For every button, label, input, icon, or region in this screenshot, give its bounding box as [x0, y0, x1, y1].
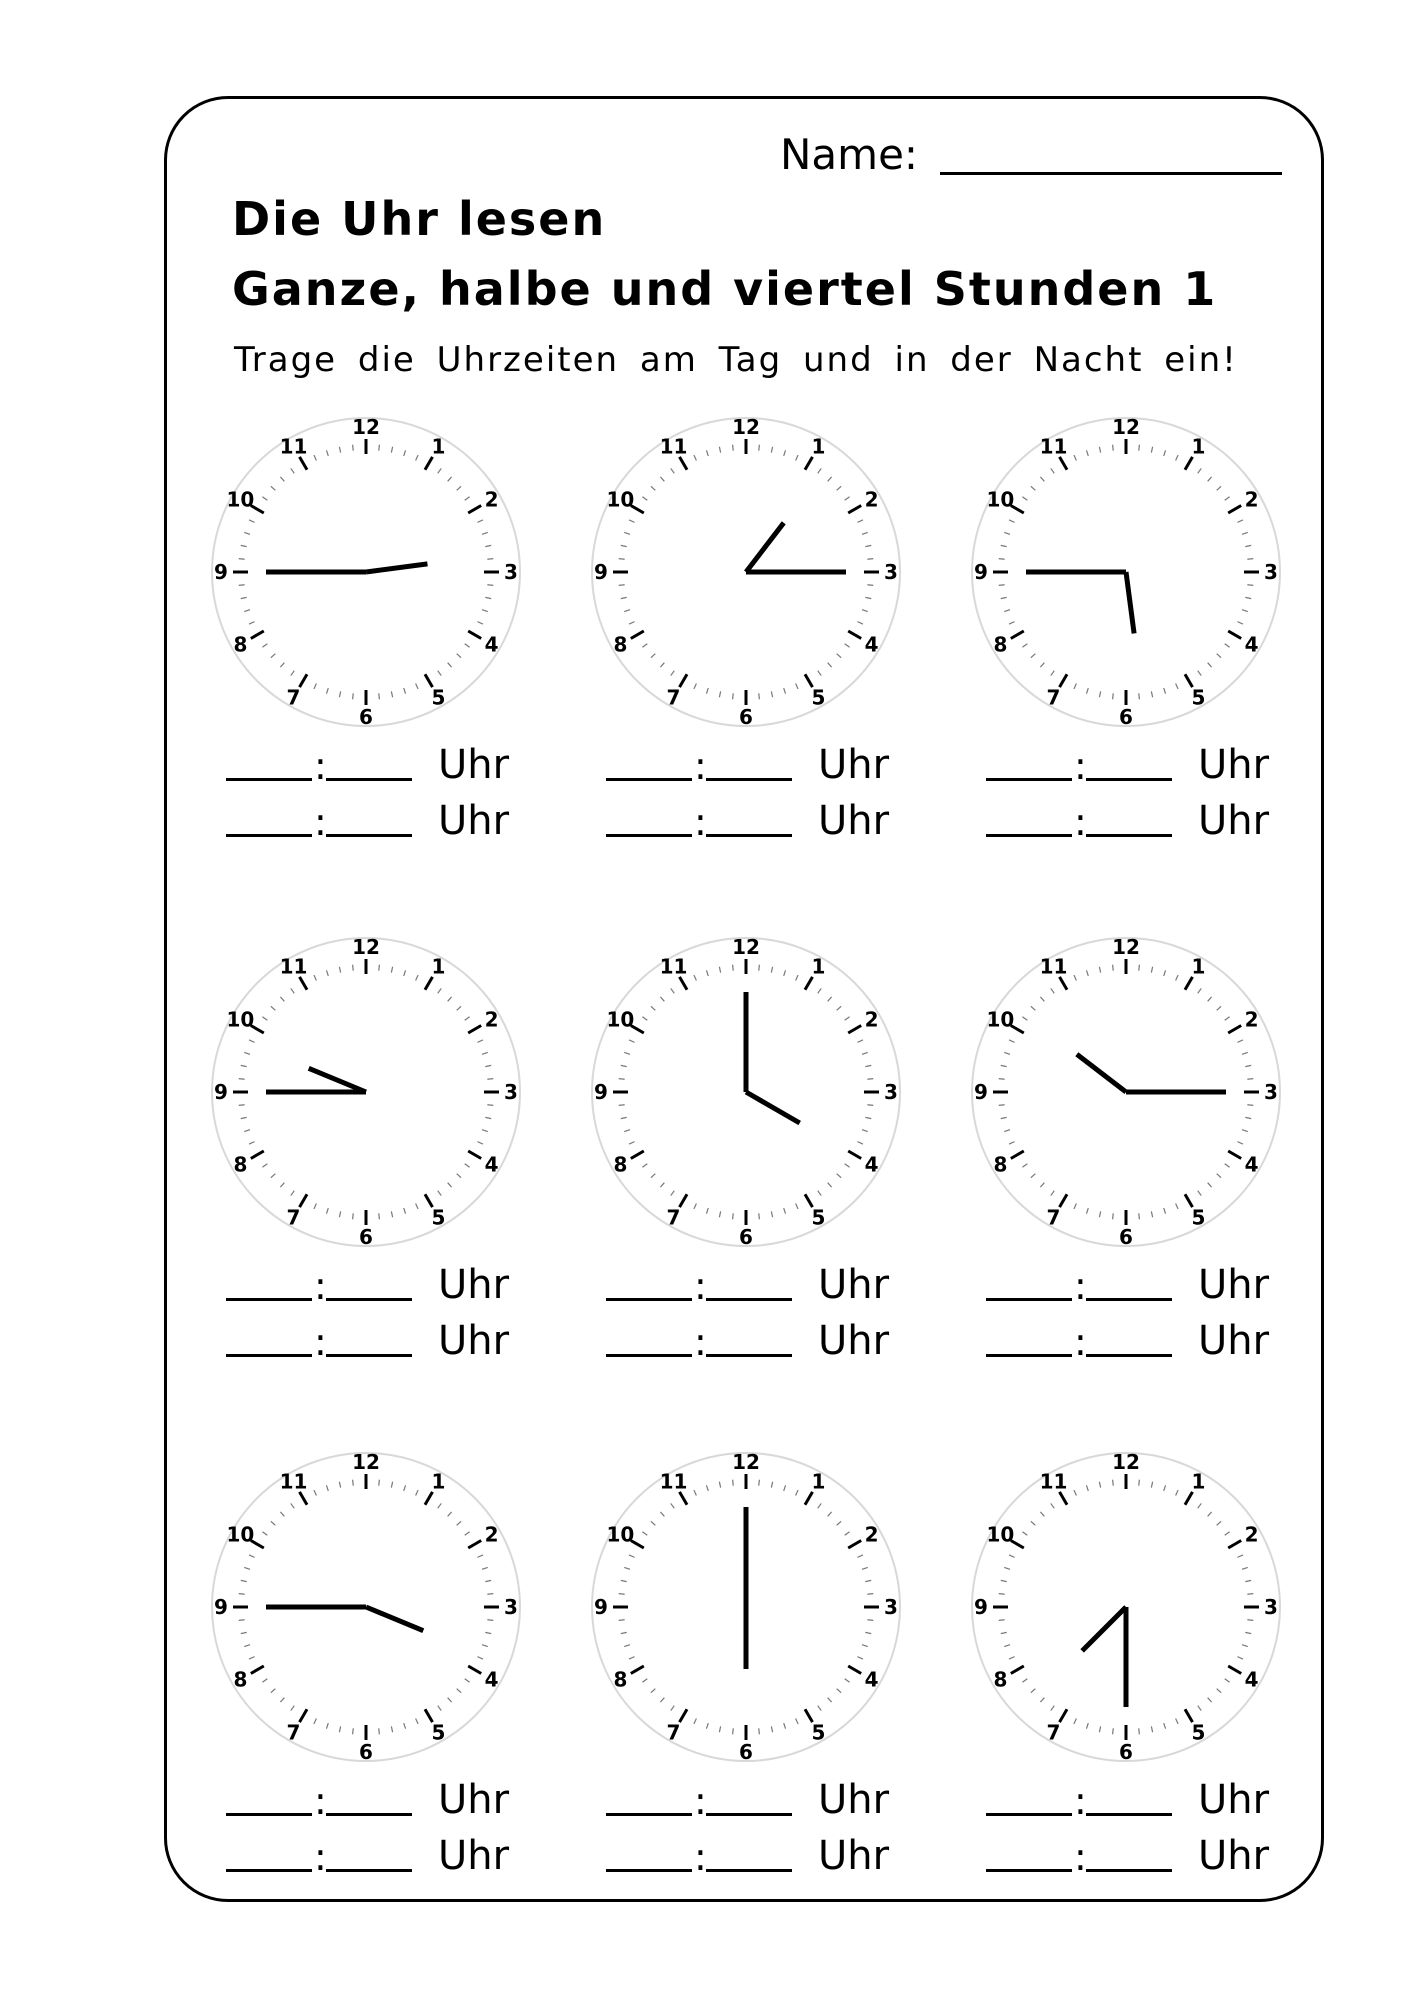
time-colon: : — [694, 1320, 707, 1364]
minute-tick — [239, 585, 245, 586]
minute-tick — [487, 559, 493, 560]
minute-blank[interactable] — [326, 834, 412, 837]
dial-number: 7 — [286, 1205, 301, 1230]
minute-tick — [1139, 445, 1140, 451]
time-colon: : — [314, 1835, 327, 1879]
minute-tick — [759, 965, 760, 971]
time-colon: : — [314, 1264, 327, 1308]
dial-number: 9 — [594, 1595, 608, 1619]
minute-tick — [867, 559, 873, 560]
time-colon: : — [694, 1264, 707, 1308]
time-answer-field — [986, 1833, 1286, 1883]
dial-number: 2 — [1244, 487, 1259, 512]
minute-tick — [487, 1594, 493, 1595]
dial-number: 11 — [1039, 1469, 1068, 1494]
time-answer-field — [986, 742, 1286, 792]
dial-number: 8 — [993, 632, 1008, 657]
dial-number: 9 — [594, 1080, 608, 1104]
minute-blank[interactable] — [1086, 834, 1172, 837]
time-colon: : — [314, 1320, 327, 1364]
minute-blank[interactable] — [706, 778, 792, 781]
hour-blank[interactable] — [986, 1869, 1072, 1872]
hour-blank[interactable] — [606, 834, 692, 837]
dial-number: 10 — [606, 1007, 635, 1032]
dial-number: 11 — [279, 434, 308, 459]
dial-number: 12 — [1112, 935, 1140, 959]
time-colon: : — [1074, 1264, 1087, 1308]
uhr-label: Uhr — [1198, 1262, 1270, 1308]
dial-number: 5 — [1191, 685, 1206, 710]
minute-tick — [1247, 1620, 1253, 1621]
hour-blank[interactable] — [226, 1869, 312, 1872]
time-answer-field — [226, 1318, 526, 1368]
uhr-label: Uhr — [1198, 742, 1270, 788]
dial-number: 1 — [1191, 434, 1206, 459]
minute-tick — [999, 1079, 1005, 1080]
dial-number: 4 — [864, 1152, 879, 1177]
minute-tick — [1139, 693, 1140, 699]
hour-blank[interactable] — [606, 1354, 692, 1357]
minute-tick — [379, 1480, 380, 1486]
minute-tick — [353, 1480, 354, 1486]
time-answer-field — [986, 1777, 1286, 1827]
dial-number: 3 — [884, 1080, 898, 1104]
dial-number: 7 — [286, 685, 301, 710]
minute-tick — [733, 1728, 734, 1734]
dial-number: 10 — [226, 1522, 255, 1547]
minute-tick — [487, 1620, 493, 1621]
dial-number: 8 — [993, 1667, 1008, 1692]
minute-tick — [1139, 1728, 1140, 1734]
minute-tick — [379, 445, 380, 451]
dial-number: 8 — [233, 632, 248, 657]
hour-blank[interactable] — [986, 778, 1072, 781]
uhr-label: Uhr — [818, 1318, 890, 1364]
dial-number: 3 — [1264, 560, 1278, 584]
minute-tick — [733, 1480, 734, 1486]
time-colon: : — [694, 1835, 707, 1879]
dial-number: 8 — [233, 1152, 248, 1177]
time-answer-field — [986, 1318, 1286, 1368]
dial-number: 6 — [739, 705, 753, 729]
dial-number: 12 — [352, 415, 380, 439]
dial-number: 1 — [811, 1469, 826, 1494]
minute-tick — [999, 1594, 1005, 1595]
minute-tick — [733, 445, 734, 451]
minute-tick — [759, 1480, 760, 1486]
minute-tick — [999, 559, 1005, 560]
dial-number: 4 — [1244, 1667, 1259, 1692]
minute-blank[interactable] — [326, 1354, 412, 1357]
minute-tick — [867, 1620, 873, 1621]
clock-exercise — [586, 412, 926, 844]
dial-number: 6 — [359, 705, 373, 729]
hour-blank[interactable] — [606, 1869, 692, 1872]
minute-tick — [1247, 1105, 1253, 1106]
dial-number: 9 — [594, 560, 608, 584]
dial-number: 5 — [811, 1720, 826, 1745]
clock-face — [206, 1447, 526, 1767]
minute-blank[interactable] — [326, 778, 412, 781]
minute-tick — [353, 445, 354, 451]
hour-blank[interactable] — [606, 1813, 692, 1816]
minute-blank[interactable] — [706, 1869, 792, 1872]
dial-number: 4 — [1244, 1152, 1259, 1177]
instruction-text: Trage die Uhrzeiten am Tag und in der Nacht ein! — [234, 340, 1238, 380]
minute-tick — [619, 1594, 625, 1595]
dial-number: 1 — [431, 954, 446, 979]
minute-blank[interactable] — [706, 1813, 792, 1816]
dial-number: 6 — [739, 1225, 753, 1249]
time-answer-field — [986, 798, 1286, 848]
minute-tick — [999, 585, 1005, 586]
dial-number: 3 — [884, 1595, 898, 1619]
dial-number: 6 — [359, 1740, 373, 1764]
hour-blank[interactable] — [606, 1298, 692, 1301]
dial-number: 1 — [1191, 1469, 1206, 1494]
dial-number: 7 — [666, 1720, 681, 1745]
minute-tick — [619, 1079, 625, 1080]
dial-number: 9 — [974, 1595, 988, 1619]
dial-number: 7 — [666, 685, 681, 710]
time-answer-field — [226, 1777, 526, 1827]
uhr-label: Uhr — [818, 1262, 890, 1308]
dial-number: 8 — [233, 1667, 248, 1692]
uhr-label: Uhr — [438, 798, 510, 844]
clock-exercise — [206, 932, 546, 1364]
minute-tick — [487, 1079, 493, 1080]
minute-tick — [1113, 445, 1114, 451]
time-colon: : — [1074, 1779, 1087, 1823]
dial-number: 5 — [431, 1720, 446, 1745]
dial-number: 6 — [1119, 1225, 1133, 1249]
clock-exercise — [586, 932, 926, 1364]
minute-blank[interactable] — [706, 834, 792, 837]
minute-tick — [1113, 1213, 1114, 1219]
minute-tick — [867, 1105, 873, 1106]
dial-number: 2 — [484, 487, 499, 512]
dial-number: 7 — [1046, 1205, 1061, 1230]
minute-tick — [999, 1105, 1005, 1106]
minute-tick — [1113, 1728, 1114, 1734]
minute-tick — [759, 1728, 760, 1734]
uhr-label: Uhr — [438, 1262, 510, 1308]
dial-number: 4 — [864, 1667, 879, 1692]
minute-blank[interactable] — [1086, 1354, 1172, 1357]
minute-tick — [379, 693, 380, 699]
minute-tick — [733, 965, 734, 971]
uhr-label: Uhr — [818, 798, 890, 844]
minute-tick — [353, 965, 354, 971]
dial-number: 3 — [1264, 1595, 1278, 1619]
dial-number: 11 — [279, 954, 308, 979]
time-colon: : — [314, 744, 327, 788]
dial-number: 2 — [484, 1007, 499, 1032]
hour-blank[interactable] — [226, 778, 312, 781]
minute-blank[interactable] — [326, 1869, 412, 1872]
dial-number: 12 — [732, 415, 760, 439]
dial-number: 5 — [811, 1205, 826, 1230]
dial-number: 12 — [1112, 1450, 1140, 1474]
minute-tick — [619, 585, 625, 586]
time-colon: : — [314, 1779, 327, 1823]
minute-tick — [867, 1079, 873, 1080]
dial-number: 2 — [1244, 1007, 1259, 1032]
dial-number: 10 — [226, 487, 255, 512]
minute-tick — [487, 585, 493, 586]
dial-number: 6 — [739, 1740, 753, 1764]
minute-tick — [1247, 585, 1253, 586]
clock-exercise — [966, 1447, 1306, 1879]
dial-number: 10 — [606, 487, 635, 512]
dial-number: 4 — [484, 1152, 499, 1177]
dial-number: 7 — [1046, 1720, 1061, 1745]
hour-blank[interactable] — [986, 1354, 1072, 1357]
dial-number: 5 — [1191, 1720, 1206, 1745]
dial-number: 12 — [352, 1450, 380, 1474]
minute-tick — [733, 1213, 734, 1219]
dial-number: 5 — [811, 685, 826, 710]
time-answer-field — [986, 1262, 1286, 1312]
clock-face — [966, 412, 1286, 732]
minute-blank[interactable] — [706, 1298, 792, 1301]
minute-tick — [619, 1620, 625, 1621]
clock-face — [206, 932, 526, 1252]
hour-blank[interactable] — [226, 1298, 312, 1301]
uhr-label: Uhr — [818, 742, 890, 788]
dial-number: 12 — [352, 935, 380, 959]
minute-tick — [239, 559, 245, 560]
uhr-label: Uhr — [1198, 1777, 1270, 1823]
clock-face — [966, 1447, 1286, 1767]
minute-tick — [759, 445, 760, 451]
minute-tick — [1139, 1213, 1140, 1219]
clock-face — [586, 932, 906, 1252]
hour-blank[interactable] — [606, 778, 692, 781]
dial-number: 5 — [431, 685, 446, 710]
uhr-label: Uhr — [438, 1318, 510, 1364]
dial-number: 10 — [986, 1522, 1015, 1547]
uhr-label: Uhr — [818, 1833, 890, 1879]
minute-blank[interactable] — [326, 1813, 412, 1816]
dial-number: 4 — [864, 632, 879, 657]
dial-number: 3 — [504, 560, 518, 584]
hour-blank[interactable] — [226, 834, 312, 837]
minute-tick — [1247, 559, 1253, 560]
minute-tick — [239, 1079, 245, 1080]
clock-exercise — [966, 412, 1306, 844]
dial-number: 2 — [864, 1522, 879, 1547]
time-answer-field — [226, 742, 526, 792]
minute-tick — [999, 1620, 1005, 1621]
minute-blank[interactable] — [1086, 778, 1172, 781]
dial-number: 11 — [1039, 434, 1068, 459]
time-answer-field — [606, 1262, 906, 1312]
dial-number: 10 — [606, 1522, 635, 1547]
dial-number: 11 — [659, 1469, 688, 1494]
minute-tick — [733, 693, 734, 699]
uhr-label: Uhr — [1198, 1318, 1270, 1364]
clock-exercise — [206, 412, 546, 844]
worksheet-subtitle: Ganze, halbe und viertel Stunden 1 — [232, 262, 1218, 316]
time-colon: : — [1074, 1320, 1087, 1364]
hour-blank[interactable] — [226, 1354, 312, 1357]
dial-number: 5 — [1191, 1205, 1206, 1230]
minute-tick — [619, 1105, 625, 1106]
dial-number: 1 — [1191, 954, 1206, 979]
dial-number: 7 — [286, 1720, 301, 1745]
dial-number: 4 — [484, 632, 499, 657]
time-colon: : — [694, 744, 707, 788]
worksheet-title: Die Uhr lesen — [232, 192, 607, 246]
minute-tick — [1247, 1079, 1253, 1080]
uhr-label: Uhr — [438, 1833, 510, 1879]
minute-tick — [379, 965, 380, 971]
time-answer-field — [226, 1262, 526, 1312]
clock-face — [586, 1447, 906, 1767]
dial-number: 4 — [484, 1667, 499, 1692]
hour-blank[interactable] — [986, 1298, 1072, 1301]
minute-tick — [487, 1105, 493, 1106]
minute-tick — [239, 1105, 245, 1106]
time-answer-field — [606, 1318, 906, 1368]
minute-blank[interactable] — [326, 1298, 412, 1301]
dial-number: 3 — [884, 560, 898, 584]
time-answer-field — [606, 798, 906, 848]
dial-number: 2 — [864, 1007, 879, 1032]
time-answer-field — [226, 1833, 526, 1883]
minute-tick — [867, 585, 873, 586]
time-colon: : — [1074, 1835, 1087, 1879]
minute-tick — [353, 1213, 354, 1219]
dial-number: 8 — [613, 1152, 628, 1177]
dial-number: 6 — [1119, 705, 1133, 729]
dial-number: 1 — [431, 1469, 446, 1494]
minute-tick — [379, 1213, 380, 1219]
dial-number: 2 — [864, 487, 879, 512]
hour-blank[interactable] — [226, 1813, 312, 1816]
dial-number: 8 — [993, 1152, 1008, 1177]
minute-tick — [759, 1213, 760, 1219]
uhr-label: Uhr — [818, 1777, 890, 1823]
dial-number: 1 — [811, 434, 826, 459]
uhr-label: Uhr — [438, 742, 510, 788]
dial-number: 8 — [613, 632, 628, 657]
dial-number: 2 — [1244, 1522, 1259, 1547]
dial-number: 9 — [214, 1080, 228, 1104]
dial-number: 6 — [359, 1225, 373, 1249]
minute-blank[interactable] — [1086, 1869, 1172, 1872]
dial-number: 6 — [1119, 1740, 1133, 1764]
dial-number: 3 — [1264, 1080, 1278, 1104]
dial-number: 12 — [732, 935, 760, 959]
clock-exercise — [966, 932, 1306, 1364]
minute-tick — [1139, 965, 1140, 971]
minute-tick — [239, 1594, 245, 1595]
dial-number: 9 — [974, 560, 988, 584]
time-colon: : — [314, 800, 327, 844]
minute-tick — [239, 1620, 245, 1621]
dial-number: 11 — [659, 954, 688, 979]
time-answer-field — [606, 742, 906, 792]
dial-number: 8 — [613, 1667, 628, 1692]
minute-tick — [867, 1594, 873, 1595]
minute-tick — [759, 693, 760, 699]
dial-number: 3 — [504, 1080, 518, 1104]
dial-number: 2 — [484, 1522, 499, 1547]
time-colon: : — [1074, 800, 1087, 844]
minute-tick — [353, 1728, 354, 1734]
dial-number: 5 — [431, 1205, 446, 1230]
dial-number: 12 — [1112, 415, 1140, 439]
clock-face — [586, 412, 906, 732]
minute-blank[interactable] — [706, 1354, 792, 1357]
minute-tick — [1247, 1594, 1253, 1595]
clock-face — [206, 412, 526, 732]
clock-face — [966, 932, 1286, 1252]
dial-number: 1 — [811, 954, 826, 979]
dial-number: 4 — [1244, 632, 1259, 657]
dial-number: 11 — [659, 434, 688, 459]
hour-blank[interactable] — [986, 1813, 1072, 1816]
minute-tick — [353, 693, 354, 699]
minute-tick — [1139, 1480, 1140, 1486]
clock-exercise — [586, 1447, 926, 1879]
minute-tick — [1113, 965, 1114, 971]
minute-tick — [619, 559, 625, 560]
dial-number: 7 — [666, 1205, 681, 1230]
uhr-label: Uhr — [438, 1777, 510, 1823]
minute-blank[interactable] — [1086, 1298, 1172, 1301]
name-field — [780, 130, 1290, 180]
name-write-line[interactable] — [940, 172, 1282, 175]
uhr-label: Uhr — [1198, 798, 1270, 844]
minute-tick — [379, 1728, 380, 1734]
dial-number: 9 — [974, 1080, 988, 1104]
dial-number: 11 — [1039, 954, 1068, 979]
hour-blank[interactable] — [986, 834, 1072, 837]
dial-number: 9 — [214, 560, 228, 584]
dial-number: 12 — [732, 1450, 760, 1474]
dial-number: 9 — [214, 1595, 228, 1619]
name-label: Name: — [780, 130, 919, 179]
minute-tick — [1113, 693, 1114, 699]
clock-exercise — [206, 1447, 546, 1879]
dial-number: 3 — [504, 1595, 518, 1619]
uhr-label: Uhr — [1198, 1833, 1270, 1879]
time-colon: : — [694, 800, 707, 844]
time-colon: : — [1074, 744, 1087, 788]
minute-blank[interactable] — [1086, 1813, 1172, 1816]
dial-number: 10 — [226, 1007, 255, 1032]
time-answer-field — [606, 1777, 906, 1827]
dial-number: 10 — [986, 1007, 1015, 1032]
dial-number: 1 — [431, 434, 446, 459]
time-answer-field — [226, 798, 526, 848]
time-colon: : — [694, 1779, 707, 1823]
minute-tick — [1113, 1480, 1114, 1486]
time-answer-field — [606, 1833, 906, 1883]
dial-number: 11 — [279, 1469, 308, 1494]
dial-number: 10 — [986, 487, 1015, 512]
dial-number: 7 — [1046, 685, 1061, 710]
